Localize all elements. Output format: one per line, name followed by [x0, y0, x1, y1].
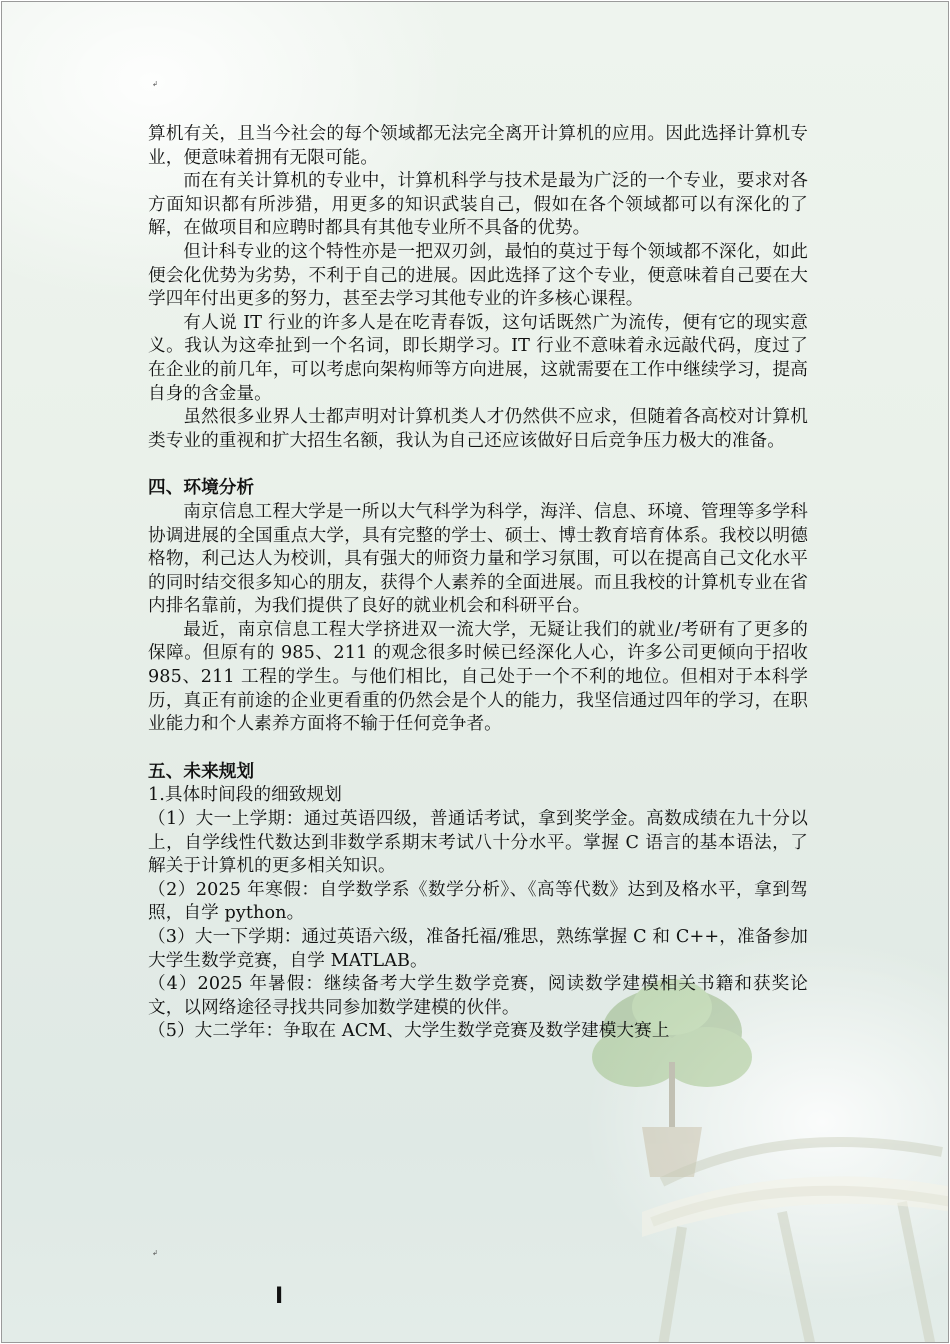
body-paragraph: 最近，南京信息工程大学挤进双一流大学，无疑让我们的就业/考研有了更多的保障。但原有的 985、211 的观念很多时候已经深化人心，许多公司更倾向于招收 985、211 工程的学生。与他们相比，自己处于一个不利的地位。但相对于本科学历，真正有前途的企业更看重的仍然会是个人的能力，我坚信通过四年的学习，在职业能力和个人素养方面将不输于任何竞争者。: [148, 619, 808, 735]
body-paragraph: 但计科专业的这个特性亦是一把双刃剑，最怕的莫过于每个领域都不深化，如此便会化优势为劣势，不利于自己的进展。因此选择了这个专业，便意味着自己要在大学四年付出更多的努力，甚至去学习其他专业的许多核心课程。: [148, 241, 808, 310]
plan-item: （2）2025 年寒假：自学数学系《数学分析》、《高等代数》达到及格水平，拿到驾照，自学 python。: [148, 879, 808, 924]
body-paragraph: 算机有关，且当今社会的每个领域都无法完全离开计算机的应用。因此选择计算机专业，便意味着拥有无限可能。: [148, 124, 808, 168]
chair-illustration: [622, 1062, 949, 1343]
paragraph-mark-bottom: ↲: [152, 1249, 158, 1257]
paragraph-mark-top: ↲: [152, 80, 158, 88]
plan-item: （1）大一上学期：通过英语四级，普通话考试，拿到奖学金。高数成绩在九十分以上，自学线性代数达到非数学系期末考试八十分水平。掌握 C 语言的基本语法，了解关于计算机的更多相关知识。: [148, 809, 808, 877]
plan-item: （3）大一下学期：通过英语六级，准备托福/雅思，熟练掌握 C 和 C++，准备参加大学生数学竞赛，自学 MATLAB。: [148, 927, 808, 971]
section-spacer: [148, 737, 808, 761]
page-number: I: [275, 1284, 284, 1309]
plan-item: （4）2025 年暑假：继续备考大学生数学竞赛，阅读数学建模相关书籍和获奖论文，以网络途径寻找共同参加数学建模的伙伴。: [148, 974, 808, 1018]
body-paragraph: 南京信息工程大学是一所以大气科学为科学，海洋、信息、环境、管理等多学科协调进展的全国重点大学，具有完整的学士、硕士、博士教育培育体系。我校以明德格物，利己达人为校训，具有强大的师资力量和学习氛围，可以在提高自己文化水平的同时结交很多知心的朋友，获得个人素养的全面进展。而且我校的计算机专业在省内排名靠前，为我们提供了良好的就业机会和科研平台。: [148, 501, 808, 617]
document-body: [148, 123, 808, 1044]
body-paragraph: 虽然很多业界人士都声明对计算机类人才仍然供不应求，但随着各高校对计算机类专业的重视和扩大招生名额，我认为自己还应该做好日后竞争压力极大的准备。: [148, 407, 808, 451]
subheading: 1.具体时间段的细致规划: [148, 785, 342, 806]
body-paragraph: 有人说 IT 行业的许多人是在吃青春饭，这句话既然广为流传，便有它的现实意义。我认为这牵扯到一个名词，即长期学习。IT 行业不意味着永远敲代码，度过了在企业的前几年，可以考虑向架构师等方向进展，这就需要在工作中继续学习，提高自身的含金量。: [148, 312, 808, 404]
body-paragraph: 而在有关计算机的专业中，计算机科学与技术是最为广泛的一个专业，要求对各方面知识都有所涉猎，用更多的知识武装自己，假如在各个领域都可以有深化的了解，在做项目和应聘时都具有其他专业所不具备的优势。: [148, 171, 808, 239]
section-heading-environment: 四、环境分析: [148, 478, 255, 499]
section-spacer: [148, 453, 808, 477]
document-page: [1, 1, 949, 1343]
section-heading-future-plan: 五、未来规划: [148, 761, 255, 782]
plan-item: （5）大二学年：争取在 ACM、大学生数学竞赛及数学建模大赛上: [148, 1021, 670, 1042]
